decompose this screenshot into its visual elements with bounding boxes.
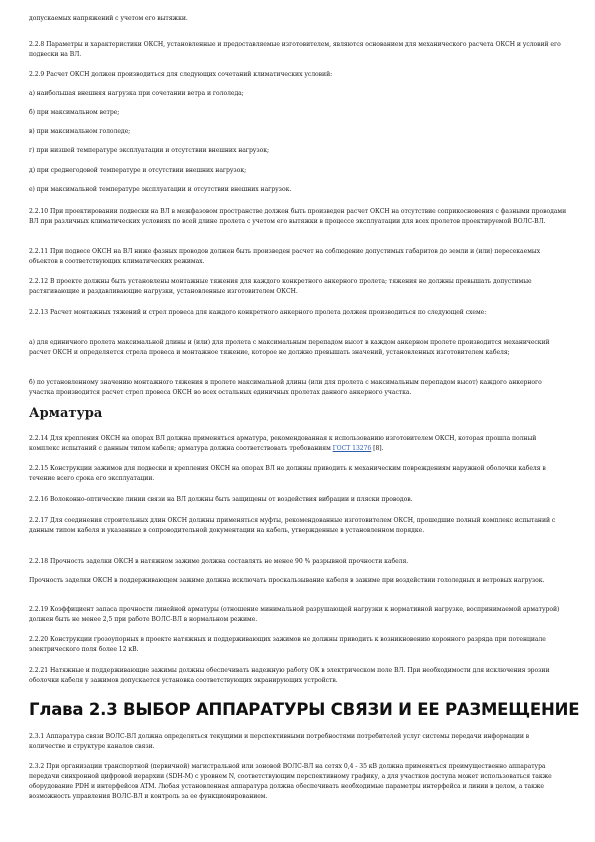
paragraph-2-2-10: 2.2.10 При проектировании подвески на ВЛ в межфазовом пространстве должен быть произведен расчет ОКСН на отсутствие соприкосновения с фазными проводами ВЛ при различных климатических условиях по всей длине пролета с учетом его вытяжки в процессе эксплуатации для всех пролетов проектируемой ВОЛС-ВЛ. (29, 208, 567, 225)
list-item-b-2: б) по установленному значению монтажного тяжения в пролете максимальной длины (или для пролета с максимальным перепадом высот) каждого анкерного участка производится расчет стрел провеса ОКСН во всех остальных единичных пролетах данного анкерного участка. (29, 379, 542, 396)
paragraph-2-2-13: 2.2.13 Расчет монтажных тяжений и стрел провеса для каждого конкретного анкерного пролета должен производиться по следующей схеме: (29, 309, 487, 316)
list-item-d: д) при среднегодовой температуре и отсутствии внешних нагрузок; (29, 167, 247, 174)
paragraph-strength: Прочность заделки ОКСН в поддерживающем зажиме должна исключать проскальзывание кабеля в зажиме при воздействии гололедных и ветровых нагрузок. (29, 577, 545, 584)
paragraph-2-2-17: 2.2.17 Для соединения строительных длин ОКСН должны применяться муфты, рекомендованные изготовителем ОКСН, прошедшие полный комплекс испытаний с данным типом кабеля и указанные в сопроводительной документации на кабель, утвержденные в установленном порядке. (29, 517, 556, 534)
paragraph-2-2-8: 2.2.8 Параметры и характеристики ОКСН, установленные и предоставляемые изготовителем, являются основанием для механического расчета ОКСН и условий его подвески на ВЛ. (29, 41, 561, 58)
list-item-a-2: а) для единичного пролета максимальной длины и (или) для пролета с максимальным перепадом высот в каждом анкерном пролете производится механический расчет ОКСН и определяется стрела провеса и монтажное тяжение, которое не должно превышать значений, установленных изготовителем кабеля; (29, 339, 550, 356)
paragraph-2-2-15: 2.2.15 Конструкции зажимов для подвески и крепления ОКСН на опорах ВЛ не должны приводить к механическим повреждениям наружной оболочки кабеля в течение всего срока его эксплуатации. (29, 465, 546, 482)
list-item-g: г) при низшей температуре эксплуатации и отсутствии внешних нагрузок; (29, 147, 269, 154)
paragraph-2-2-16: 2.2.16 Волоконно-оптические линии связи на ВЛ должны быть защищены от воздействия вибрации и пляски проводов. (29, 496, 413, 503)
paragraph-2-2-11: 2.2.11 При подвесе ОКСН на ВЛ ниже фазных проводов должен быть произведен расчет на соблюдение допустимых габаритов до земли и (или) пересекаемых объектов в соответствующих климатических режимах. (29, 248, 541, 265)
list-item-a: а) наибольшая внешняя нагрузка при сочетании ветра и гололеда; (29, 90, 244, 97)
paragraph-2-2-18: 2.2.18 Прочность заделки ОКСН в натяжном зажиме должна составлять не менее 90 % разрывной прочности кабеля. (29, 558, 409, 565)
list-item-b: б) при максимальном ветре; (29, 109, 120, 116)
paragraph-2-2-9: 2.2.9 Расчет ОКСН должен производиться для следующих сочетаний климатических условий: (29, 71, 333, 78)
paragraph-2-2-14-tail: [8]. (371, 445, 384, 452)
paragraph-2-2-21: 2.2.21 Натяжные и поддерживающие зажимы должны обеспечивать надежную работу ОК в электрическом поле ВЛ. При необходимости для исключения эрозии оболочки кабеля у зажимов допускается установка соответствующих экранирующих устройств. (29, 667, 550, 684)
list-item-e: е) при максимальной температуре эксплуатации и отсутствии внешних нагрузок. (29, 186, 292, 193)
paragraph-2-3-2: 2.3.2 При организации транспортной (первичной) магистральной или зоновой ВОЛС-ВЛ на сетях 0,4 - 35 кВ должна применяться преимущественно аппаратура передачи синхронной цифровой иерархии (SDH-M) с уровнем N, соответствующим перспективному графику, а для участков доступа может использоваться также оборудование PDH и интерфейсов ATM. Любая установленная аппаратура должна обеспечивать необходимые параметры интерфейса и линии в целом, а также возможность управления ВОЛС-ВЛ и контроль за ее функционированием. (29, 763, 552, 800)
paragraph-2-3-1: 2.3.1 Аппаратура связи ВОЛС-ВЛ должна определяться текущими и перспективными потребностями потребителей услуг системы передачи информации в количестве и структуре каналов связи. (29, 733, 530, 750)
paragraph-2-2-14 (29, 434, 567, 454)
paragraph-2-2-19: 2.2.19 Коэффициент запаса прочности линейной арматуры (отношение минимальной разрушающей нагрузки к нормативной нагрузке, воспринимаемой арматурой) должен быть не менее 2,5 при работе ВОЛС-ВЛ в нормальном режиме. (29, 606, 560, 623)
paragraph-2-2-14-text: 2.2.14 Для крепления ОКСН на опорах ВЛ должна применяться арматура, рекомендованная к использованию изготовителем ОКСН, которая прошла полный комплекс испытаний с данным типом кабеля; арматура должна соответствовать требованиям (29, 435, 537, 452)
paragraph-2-2-12: 2.2.12 В проекте должны быть установлены монтажные тяжения для каждого конкретного анкерного пролета; тяжения не должны превышать допустимые растягивающие и раздавливающие нагрузки, установленные изготовителем ОКСН. (29, 278, 532, 295)
paragraph: допускаемых напряжений с учетом его вытяжки. (29, 15, 188, 22)
chapter-heading: Глава 2.3 ВЫБОР АППАРАТУРЫ СВЯЗИ И ЕЕ РАЗМЕЩЕНИЕ (29, 700, 580, 719)
section-heading-armatura: Арматура (29, 406, 103, 421)
gost-13276-link[interactable]: ГОСТ 13276 (332, 445, 372, 452)
list-item-v: в) при максимальном гололеде; (29, 128, 131, 135)
paragraph-2-2-20: 2.2.20 Конструкции грозоупорных в проекте натяжных и поддерживающих зажимов не должны приводить к возникновению коронного разряда при потенциале электрического поля более 12 кВ. (29, 636, 546, 653)
